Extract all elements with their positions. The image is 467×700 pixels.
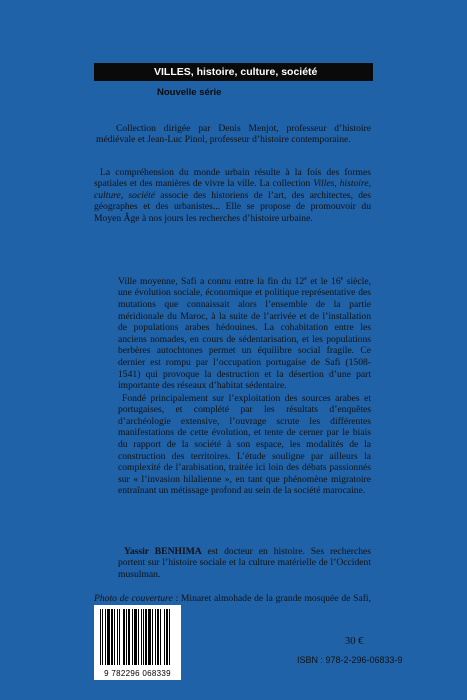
barcode-bar — [111, 609, 113, 665]
barcode-digits: 9 782296 068339 — [104, 669, 171, 678]
barcode-bar — [100, 609, 101, 665]
barcode — [94, 605, 181, 680]
barcode-bar — [164, 609, 165, 665]
barcode-bar — [157, 609, 159, 665]
century-sup-2: e — [340, 275, 344, 282]
collection-name: Villes, histoire, culture, société — [94, 178, 371, 201]
photo-credit-label: Photo de couverture — [94, 592, 173, 604]
collection-intro — [94, 167, 371, 225]
century-sup-1: e — [304, 275, 307, 282]
author-bio-text: est docteur en histoire. Ses recherches portent sur l’histoire sociale et la culture matérielle de l’Occident musulman. — [118, 545, 371, 580]
intro-text-1: La compréhension du monde urbain résulte à la fois des formes spatiales et des manières de vivre la ville. La collection — [94, 166, 371, 190]
summary1-text-2: et le 16 — [306, 275, 341, 287]
barcode-bar — [155, 609, 156, 665]
price: 30 € — [345, 636, 364, 647]
barcode-bar — [160, 609, 161, 665]
author-name: Yassir BENHIMA — [124, 545, 202, 557]
intro-text-2: associe des historiens de l’art, des architectes, des géographes et des urbanistes... Elle se propose de promouvoir du Moyen Âge à nos jours les recherches d’histoire urbaine. — [94, 189, 371, 224]
barcode-bar — [114, 609, 115, 665]
summary-paragraph-2: Fondé principalement sur l’exploitation des sources arabes et portugaises, et complété par les résultats d’enquêtes d’archéologie extensive, l’ouvrage scrute les différentes manifestations de cette évolution, et tente de cerner par le biais du rapport de la société à son espace, les modalités de la construction des territoires. L’étude souligne par ailleurs la complexité de l’arabisation, traitée ici loin des débats passionnés sur « l’invasion hilalienne », en tant que phénomène migratoire entraînant un métissage profond au sein de la société marocaine. — [118, 392, 371, 497]
barcode-bar — [105, 609, 106, 665]
barcode-bar — [123, 609, 125, 665]
barcode-bar — [134, 609, 137, 665]
barcode-bar — [152, 609, 153, 665]
series-title-bar — [94, 63, 373, 81]
barcode-bar — [169, 609, 170, 665]
isbn: ISBN : 978-2-296-06833-9 — [297, 655, 403, 665]
barcode-bars — [94, 605, 181, 667]
barcode-bar — [138, 609, 139, 665]
series-subtitle: Nouvelle série — [157, 87, 222, 98]
photo-credit-text: : Minaret almohade de la grande mosquée de Safi, — [175, 592, 371, 604]
summary1-text-3: siècle, une évolution sociale, économique et politique représentative des mutations que connaissait alors l’ensemble de la partie méridionale du Maroc, à la suite de l’arrivée et de l’installation de populations arabes hédouines. La cohabitation entre les anciens nomades, en cours de sédentarisation, et les populations berbères autochtones permet un équilibre social fragile. Ce dernier est rompu par l’occupation portugaise de Safi (1508-1541) qui provoque la destruction et la désertion d’une part importante des réseaux d’habitat sédentaire. — [118, 275, 372, 392]
barcode-bar — [145, 609, 147, 665]
barcode-bar — [119, 609, 120, 665]
summary-paragraph-1 — [118, 274, 371, 392]
barcode-bar — [128, 609, 130, 665]
barcode-bar — [166, 609, 168, 665]
barcode-bar — [143, 609, 144, 665]
barcode-bar — [126, 609, 127, 665]
barcode-bar — [107, 609, 110, 665]
barcode-bar — [148, 609, 151, 665]
barcode-bar — [102, 609, 103, 665]
author-bio — [118, 546, 371, 581]
collection-direction: Collection dirigée par Denis Menjot, professeur d’histoire médiévale et Jean-Luc Pinol, professeur d’histoire contemporaine. — [96, 122, 371, 146]
barcode-bar — [132, 609, 133, 665]
barcode-bar — [117, 609, 118, 665]
series-title: VILLES, histoire, culture, société — [154, 66, 318, 78]
summary1-text-1: Ville moyenne, Safi a connu entre la fin du 12 — [118, 275, 305, 287]
barcode-bar — [141, 609, 142, 665]
